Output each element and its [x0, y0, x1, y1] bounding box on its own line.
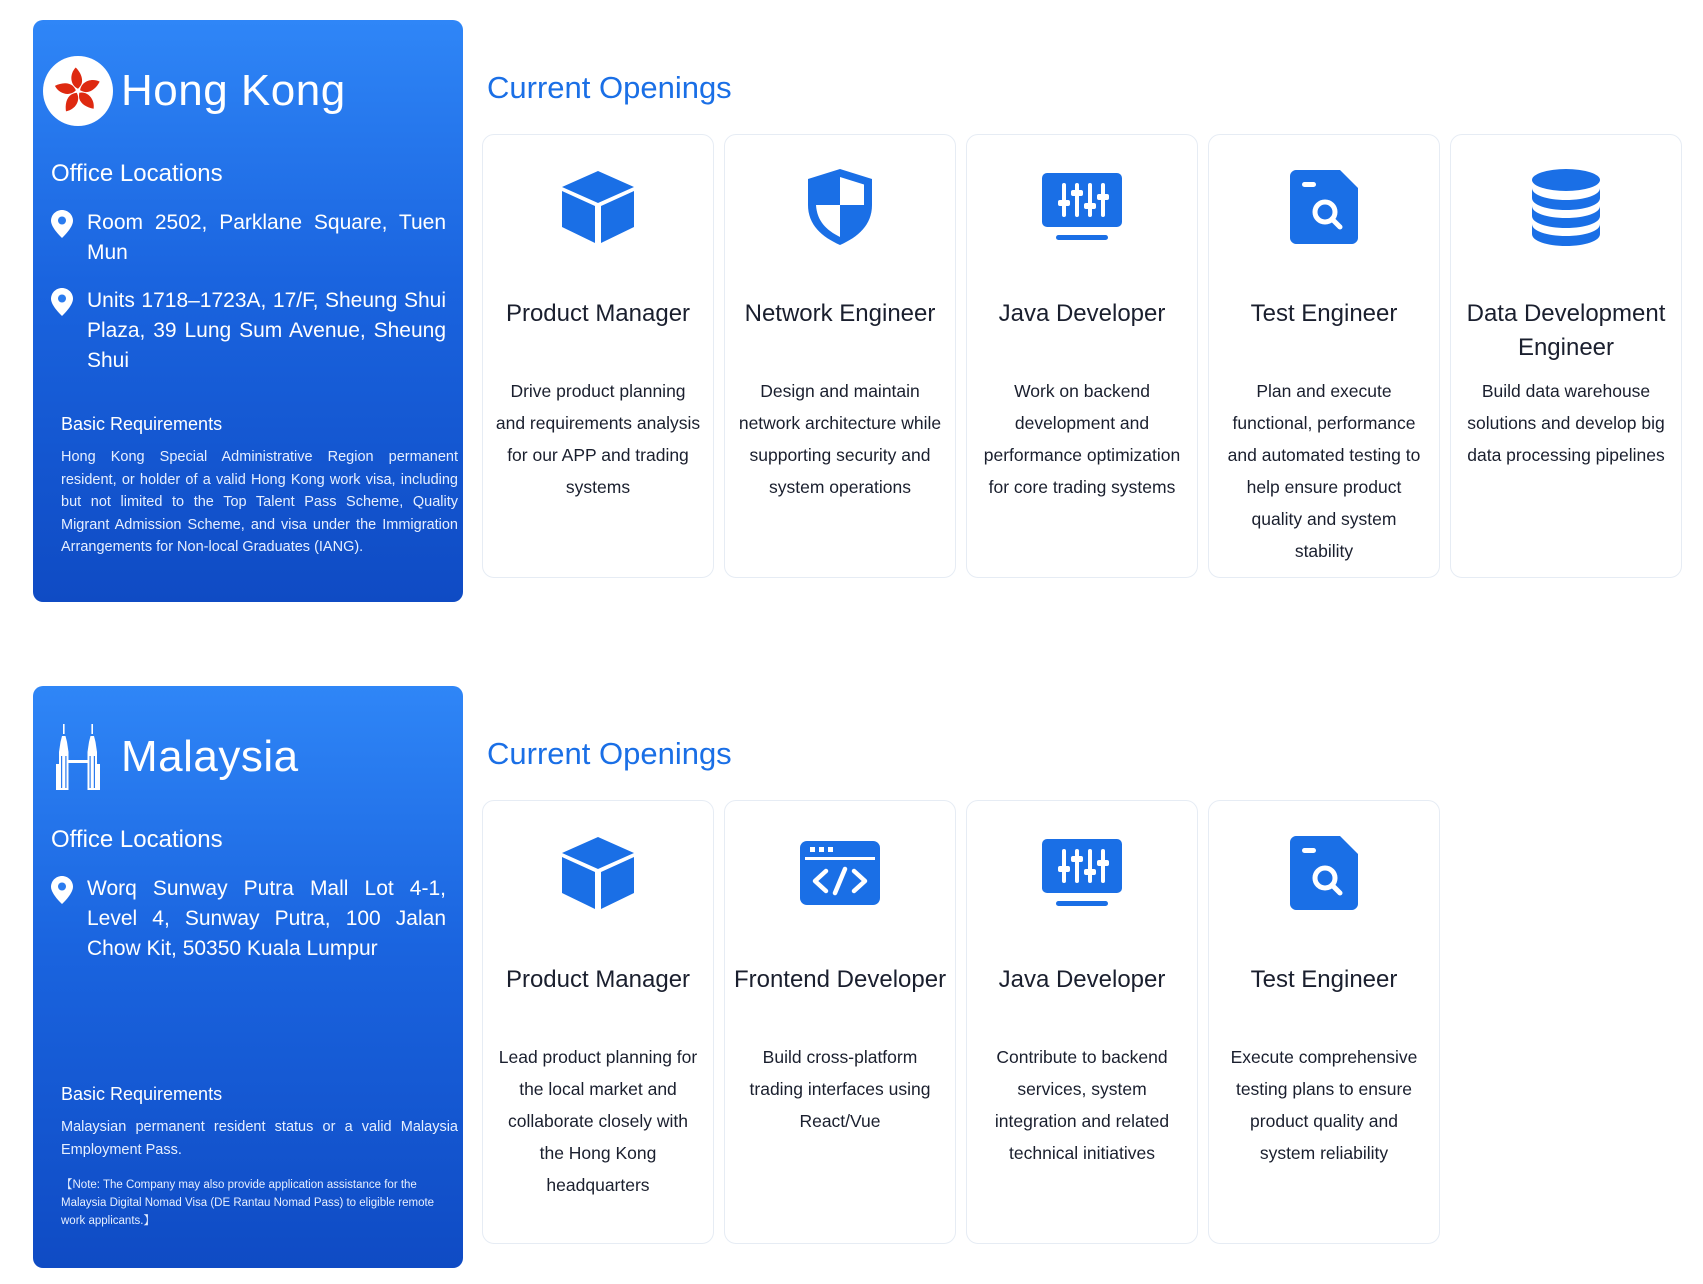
address-text: Units 1718–1723A, 17/F, Sheung Shui Plaza, 39 Lung Sum Avenue, Sheung Shui: [87, 289, 446, 372]
job-title: Network Engineer: [744, 300, 936, 327]
location-pin-icon: [51, 288, 73, 316]
job-card[interactable]: [482, 800, 714, 1244]
job-card[interactable]: [1450, 134, 1682, 578]
requirements-title: Basic Requirements: [61, 1084, 223, 1104]
address-item: [51, 874, 446, 964]
job-title: Product Manager: [505, 966, 691, 993]
petronas-towers-icon: [43, 722, 113, 792]
sliders-icon: [967, 833, 1197, 913]
location-card: [33, 686, 463, 1268]
location-name: Malaysia: [121, 732, 299, 781]
address-list: [51, 208, 446, 394]
job-card[interactable]: [724, 134, 956, 578]
location-name: Hong Kong: [121, 66, 346, 115]
job-card[interactable]: [482, 134, 714, 578]
job-title: Data Development Engineer: [1466, 300, 1666, 361]
note-text: 【Note: The Company may also provide application assistance for the Malaysia Digital Nomad Visa (DE Rantau Nomad Pass) to eligible remote work applicants.】: [61, 1179, 435, 1227]
job-description: Work on backend development and performance optimization for core trading systems: [983, 381, 1181, 497]
job-card[interactable]: [966, 134, 1198, 578]
file-search-icon: [1209, 167, 1439, 247]
cube-icon: [483, 833, 713, 913]
job-description: Plan and execute functional, performance and automated testing to help ensure product quality and system stability: [1227, 381, 1421, 561]
location-pin-icon: [51, 210, 73, 238]
job-description: Build cross-platform trading interfaces using React/Vue: [749, 1047, 931, 1131]
job-description: Drive product planning and requirements analysis for our APP and trading systems: [495, 381, 701, 497]
cube-icon: [483, 167, 713, 247]
job-card[interactable]: [724, 800, 956, 1244]
job-card[interactable]: [1208, 134, 1440, 578]
job-card[interactable]: [966, 800, 1198, 1244]
address-item: [51, 286, 446, 376]
requirements-text: Malaysian permanent resident status or a valid Malaysia Employment Pass.: [61, 1119, 458, 1158]
location-pin-icon: [51, 876, 73, 904]
location-card: [33, 20, 463, 602]
sliders-icon: [967, 167, 1197, 247]
shield-icon: [725, 167, 955, 247]
job-description: Execute comprehensive testing plans to ensure product quality and system reliability: [1230, 1047, 1418, 1163]
job-card[interactable]: [1208, 800, 1440, 1244]
job-list: [482, 134, 1692, 578]
address-text: Worq Sunway Putra Mall Lot 4-1, Level 4, Sunway Putra, 100 Jalan Chow Kit, 50350 Kuala Lumpur: [87, 877, 446, 960]
hong-kong-flag-icon: [43, 56, 113, 126]
location-header: [43, 56, 346, 126]
job-title: Java Developer: [998, 300, 1166, 327]
address-list: [51, 874, 446, 982]
database-icon: [1451, 167, 1681, 247]
job-title: Frontend Developer: [733, 966, 947, 993]
address-item: [51, 208, 446, 268]
job-title: Test Engineer: [1250, 300, 1398, 327]
requirements-title: Basic Requirements: [61, 414, 223, 434]
office-locations-title: Office Locations: [51, 826, 223, 853]
job-description: Design and maintain network architecture while supporting security and system operations: [738, 381, 942, 497]
job-description: Lead product planning for the local market and collaborate closely with the Hong Kong headquarters: [498, 1047, 698, 1195]
file-search-icon: [1209, 833, 1439, 913]
requirements-text: Hong Kong Special Administrative Region permanent resident, or holder of a valid Hong Kong work visa, including but not limited to the Top Talent Pass Scheme, Quality Migrant Admission Scheme, and visa under the Immigration Arrangements for Non-local Graduates (IANG).: [61, 449, 458, 555]
job-description: Build data warehouse solutions and develop big data processing pipelines: [1467, 381, 1665, 465]
job-title: Product Manager: [505, 300, 691, 327]
current-openings-title: Current Openings: [487, 70, 732, 105]
location-header: [43, 722, 299, 792]
job-description: Contribute to backend services, system integration and related technical initiatives: [994, 1047, 1170, 1163]
address-text: Room 2502, Parklane Square, Tuen Mun: [87, 211, 446, 264]
job-title: Test Engineer: [1250, 966, 1398, 993]
job-list: [482, 800, 1450, 1244]
current-openings-title: Current Openings: [487, 736, 732, 771]
job-title: Java Developer: [998, 966, 1166, 993]
code-window-icon: [725, 833, 955, 913]
office-locations-title: Office Locations: [51, 160, 223, 187]
